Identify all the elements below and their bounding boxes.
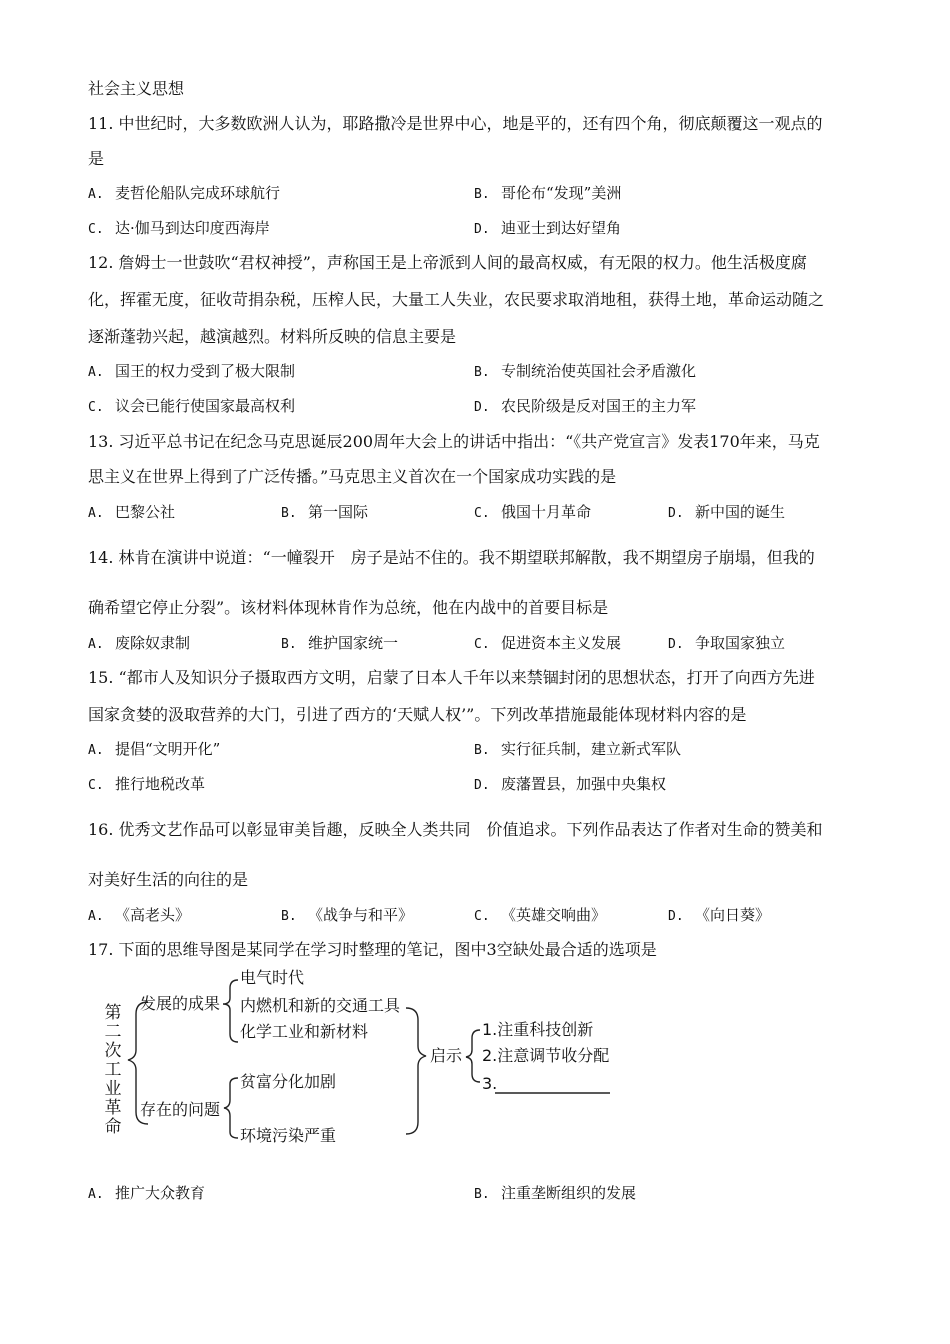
q11-option-a[interactable]: A. 麦哲伦船队完成环球航行 xyxy=(88,184,281,202)
insight-item-3: 3. xyxy=(482,1074,498,1093)
achievement-item-3: 化学工业和新材料 xyxy=(240,1022,369,1041)
q13-option-a[interactable]: A. 巴黎公社 xyxy=(88,503,176,521)
problem-item-1: 贫富分化加剧 xyxy=(240,1072,337,1091)
q17-option-b[interactable]: B. 注重垄断组织的发展 xyxy=(474,1184,637,1202)
mind-map xyxy=(88,962,648,1145)
carryover-text: 社会主义思想 xyxy=(88,79,185,98)
q16-stem-line2: 对美好生活的向往的是 xyxy=(88,870,249,889)
q16-option-c[interactable]: C. 《英雄交响曲》 xyxy=(474,906,607,924)
q13-option-d[interactable]: D. 新中国的诞生 xyxy=(668,503,786,521)
q15-option-d[interactable]: D. 废藩置县，加强中央集权 xyxy=(474,775,667,793)
q13-stem-line2: 思主义在世界上得到了广泛传播。”马克思主义首次在一个国家成功实践的是 xyxy=(88,467,617,486)
q14-option-b[interactable]: B. 维护国家统一 xyxy=(281,634,399,652)
q14-stem-line2: 确希望它停止分裂”。该材料体现林肯作为总统，他在内战中的首要目标是 xyxy=(88,598,609,617)
q13-option-b[interactable]: B. 第一国际 xyxy=(281,503,369,521)
q14-option-a[interactable]: A. 废除奴隶制 xyxy=(88,634,191,652)
q11-stem-line2: 是 xyxy=(88,149,105,168)
insight-bracket xyxy=(406,1008,426,1134)
q12-stem-line2: 化，挥霍无度，征收苛捐杂税，压榨人民，大量工人失业，农民要求取消地租，获得土地，革命运动随之 xyxy=(88,290,825,309)
q12-option-c[interactable]: C. 议会已能行使国家最高权利 xyxy=(88,397,296,415)
q14-option-c[interactable]: C. 促进资本主义发展 xyxy=(474,634,622,652)
q16-option-d[interactable]: D. 《向日葵》 xyxy=(668,906,771,924)
insight-label: 启示 xyxy=(430,1046,463,1065)
achievement-item-2: 内燃机和新的交通工具 xyxy=(240,996,401,1015)
insight-item-2: 2.注意调节收分配 xyxy=(482,1046,610,1065)
q17-option-a[interactable]: A. 推广大众教育 xyxy=(88,1184,206,1202)
insight-item-1: 1.注重科技创新 xyxy=(482,1020,594,1039)
achievement-item-1: 电气时代 xyxy=(240,968,305,987)
q15-stem-line1: 15. “都市人及知识分子摄取西方文明，启蒙了日本人千年以来禁锢封闭的思想状态，打开了向西方先进 xyxy=(88,668,815,687)
q14-stem-line1: 14. 林肯在演讲中说道：“一幢裂开 房子是站不住的。我不期望联邦解散，我不期望房子崩塌，但我的 xyxy=(88,548,815,567)
branch1-bracket xyxy=(223,980,238,1042)
q12-stem-line3: 逐渐蓬勃兴起，越演越烈。材料所反映的信息主要是 xyxy=(88,327,457,346)
q12-option-d[interactable]: D. 农民阶级是反对国王的主力军 xyxy=(474,397,697,415)
q15-option-b[interactable]: B. 实行征兵制，建立新式军队 xyxy=(474,740,682,758)
mind-map-root: 第 二 次 工 业 革 命 xyxy=(104,1003,122,1137)
problem-item-2: 环境污染严重 xyxy=(240,1126,337,1145)
q15-option-a[interactable]: A. 提倡“文明开化” xyxy=(88,740,221,758)
q13-option-c[interactable]: C. 俄国十月革命 xyxy=(474,503,592,521)
q16-stem-line1: 16. 优秀文艺作品可以彰显审美旨趣，反映全人类共同 价值追求。下列作品表达了作者对生命的赞美和 xyxy=(88,820,823,839)
q13-stem-line1: 13. 习近平总书记在纪念马克思诞辰200周年大会上的讲话中指出：“《共产党宣言》发表170年来，马克 xyxy=(88,432,820,451)
q14-option-d[interactable]: D. 争取国家独立 xyxy=(668,634,786,652)
q12-option-a[interactable]: A. 国王的权力受到了极大限制 xyxy=(88,362,296,380)
branch2-bracket xyxy=(224,1078,238,1138)
q12-option-b[interactable]: B. 专制统治使英国社会矛盾激化 xyxy=(474,362,697,380)
q12-stem-line1: 12. 詹姆士一世鼓吹“君权神授”，声称国王是上帝派到人间的最高权威，有无限的权力。他生活极度腐 xyxy=(88,253,807,272)
branch-achievements: 发展的成果 xyxy=(140,994,221,1013)
branch-problems: 存在的问题 xyxy=(140,1100,221,1119)
q15-stem-line2: 国家贪婪的汲取营养的大门，引进了西方的‘天赋人权’”。下列改革措施最能体现材料内容的是 xyxy=(88,705,747,724)
q11-option-b[interactable]: B. 哥伦布“发现”美洲 xyxy=(474,184,622,202)
q11-option-c[interactable]: C. 达·伽马到达印度西海岸 xyxy=(88,219,270,237)
q11-option-d[interactable]: D. 迪亚士到达好望角 xyxy=(474,219,622,237)
q16-option-a[interactable]: A. 《高老头》 xyxy=(88,906,191,924)
q17-stem-line1: 17. 下面的思维导图是某同学在学习时整理的笔记，图中3空缺处最合适的选项是 xyxy=(88,940,657,959)
q16-option-b[interactable]: B. 《战争与和平》 xyxy=(281,906,414,924)
insight-list-bracket xyxy=(466,1030,480,1082)
q15-option-c[interactable]: C. 推行地税改革 xyxy=(88,775,206,793)
q11-stem-line1: 11. 中世纪时，大多数欧洲人认为，耶路撒冷是世界中心，地是平的，还有四个角，彻底颠覆这一观点的 xyxy=(88,114,823,133)
